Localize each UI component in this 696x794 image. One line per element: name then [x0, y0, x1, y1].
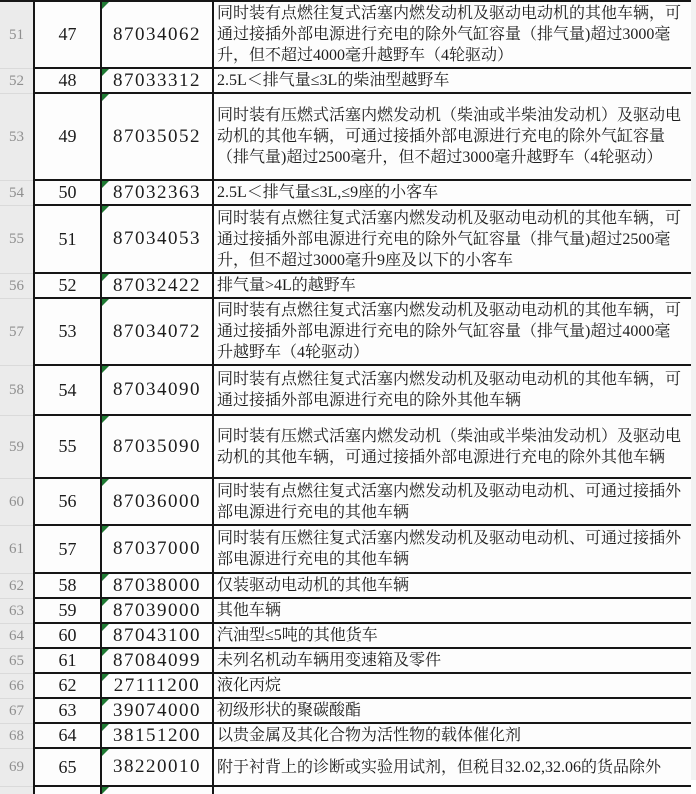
sequence-value: 57 [58, 538, 77, 559]
table-row [0, 574, 691, 599]
hs-code-cell[interactable] [100, 649, 212, 674]
hs-code-cell[interactable] [100, 69, 212, 94]
row-number-cell[interactable] [0, 674, 33, 699]
table-row [0, 366, 691, 416]
description-text: 液化丙烷 [217, 677, 282, 694]
hs-code-cell[interactable] [100, 2, 212, 69]
text-format-flag-icon [102, 649, 109, 656]
description-cell[interactable] [212, 274, 691, 299]
row-number-cell [0, 787, 33, 794]
text-format-flag-icon [102, 479, 109, 486]
row-number-cell[interactable] [0, 69, 33, 94]
description-text: 同时装有点燃往复式活塞内燃发动机及驱动电动机的其他车辆，可通过接插外部电源进行充电的除外气缸容量（排气量)超过4000毫升越野车（4轮驱动） [217, 302, 682, 361]
sequence-value: 58 [58, 575, 77, 595]
hs-code: 87032422 [113, 274, 201, 296]
row-number-cell[interactable] [0, 94, 33, 181]
description-cell[interactable] [212, 599, 691, 624]
description-text: 其他车辆 [217, 602, 282, 619]
text-format-flag-icon [102, 181, 109, 188]
right-gutter [691, 0, 696, 780]
table-row [0, 624, 691, 649]
description-text: 同时装有点燃往复式活塞内燃发动机及驱动电动机的其他车辆，可通过接插外部电源进行充电的除外气缸容量（排气量)超过3000毫升，但不超过4000毫升越野车（4轮驱动） [217, 5, 682, 64]
description-text: 仅装驱动电动机的其他车辆 [217, 577, 410, 594]
row-number-cell[interactable] [0, 699, 33, 724]
hs-code: 27111200 [113, 674, 201, 696]
text-format-flag-icon [102, 599, 109, 606]
hs-code-cell[interactable] [100, 749, 212, 787]
table-row [0, 2, 691, 69]
row-number: 54 [9, 184, 24, 201]
hs-code: 87033312 [113, 69, 201, 91]
description-cell[interactable] [212, 181, 691, 206]
sequence-cell[interactable] [33, 366, 100, 416]
table-row [0, 206, 691, 274]
row-number-cell[interactable] [0, 624, 33, 649]
row-number: 59 [9, 438, 24, 455]
hs-code-cell[interactable] [100, 699, 212, 724]
table-row [0, 749, 691, 787]
sequence-value: 61 [58, 650, 77, 670]
text-format-flag-icon [102, 206, 109, 213]
description-text: 2.5L＜排气量≤3L,≤9座的小客车 [217, 184, 439, 201]
sequence-cell[interactable] [33, 69, 100, 94]
table-row [0, 274, 691, 299]
row-number-cell[interactable] [0, 599, 33, 624]
row-number: 58 [9, 382, 24, 398]
hs-code: 38151200 [113, 724, 201, 746]
sequence-value: 52 [58, 275, 77, 295]
row-number: 52 [9, 72, 24, 89]
table-row [0, 526, 691, 574]
hs-code: 87034053 [113, 228, 201, 249]
hs-code: 87035090 [113, 435, 201, 457]
sequence-value: 63 [58, 700, 77, 720]
table-row [0, 649, 691, 674]
row-number-cell[interactable] [0, 299, 33, 366]
row-number-cell[interactable] [0, 724, 33, 749]
row-number: 55 [9, 231, 24, 247]
sequence-cell [33, 787, 100, 794]
sequence-cell[interactable] [33, 181, 100, 206]
description-cell[interactable] [212, 94, 691, 181]
table-row [0, 416, 691, 479]
hs-code: 38220010 [113, 756, 201, 777]
text-format-flag-icon [102, 526, 109, 533]
sequence-value: 55 [58, 436, 77, 456]
table-row [0, 699, 691, 724]
partial-next-row [0, 787, 691, 794]
sequence-cell[interactable] [33, 299, 100, 366]
description-cell[interactable] [212, 416, 691, 479]
table-row [0, 69, 691, 94]
hs-code-cell[interactable] [100, 274, 212, 299]
hs-code-cell[interactable] [100, 599, 212, 624]
description-cell[interactable] [212, 699, 691, 724]
row-number-cell[interactable] [0, 2, 33, 69]
row-number: 56 [9, 277, 24, 294]
hs-code: 87034062 [113, 23, 201, 45]
description-cell[interactable] [212, 206, 691, 274]
description-text: 同时装有点燃往复式活塞内燃发动机及驱动电动机、可通过接插外部电源进行充电的其他车辆 [217, 482, 682, 521]
row-number-cell[interactable] [0, 479, 33, 526]
sequence-value: 50 [58, 182, 77, 202]
table-row [0, 181, 691, 206]
hs-code-cell[interactable] [100, 724, 212, 749]
description-text: 附于衬背上的诊断或实验用试剂，但税目32.02,32.06的货品除外 [217, 758, 662, 776]
row-number: 69 [9, 759, 24, 775]
row-number: 57 [9, 323, 24, 340]
sequence-value: 62 [58, 675, 77, 695]
text-format-flag-icon [102, 299, 109, 306]
text-format-flag-icon [102, 787, 109, 794]
sequence-value: 59 [58, 600, 77, 620]
sequence-cell[interactable] [33, 206, 100, 274]
sequence-cell[interactable] [33, 699, 100, 724]
sequence-value: 60 [58, 625, 77, 645]
description-text: 汽油型≤5吨的其他货车 [217, 627, 378, 644]
row-number-cell[interactable] [0, 749, 33, 787]
hs-code-cell[interactable] [100, 674, 212, 699]
description-cell[interactable] [212, 299, 691, 366]
hs-code: 87034090 [113, 379, 201, 400]
hs-code: 87084099 [113, 649, 201, 671]
description-cell[interactable] [212, 724, 691, 749]
sequence-value: 53 [58, 321, 77, 341]
hs-code-cell[interactable] [100, 416, 212, 479]
description-cell[interactable] [212, 526, 691, 574]
text-format-flag-icon [102, 2, 109, 9]
sequence-cell[interactable] [33, 674, 100, 699]
table-row [0, 479, 691, 526]
sequence-cell[interactable] [33, 274, 100, 299]
description-cell[interactable] [212, 366, 691, 416]
description-text: 以贵金属及其化合物为活性物的载体催化剂 [217, 727, 522, 744]
text-format-flag-icon [102, 674, 109, 681]
description-text: 未列名机动车辆用变速箱及零件 [217, 652, 442, 669]
hs-code-cell[interactable] [100, 206, 212, 274]
hs-code: 87034072 [113, 320, 201, 342]
hs-code: 87039000 [113, 599, 201, 621]
hs-code-cell[interactable] [100, 94, 212, 181]
sequence-value: 47 [58, 24, 77, 44]
description-cell[interactable] [212, 574, 691, 599]
hs-code-cell [100, 787, 212, 794]
text-format-flag-icon [102, 699, 109, 706]
text-format-flag-icon [102, 724, 109, 731]
description-text: 同时装有压燃式活塞内燃发动机（柴油或半柴油发动机）及驱动电动机的其他车辆，可通过接插外部电源进行充电的除外气缸容量（排气量)超过2500毫升，但不超过3000毫升越野车（4轮驱动） [217, 107, 682, 166]
sequence-cell[interactable] [33, 624, 100, 649]
description-text: 同时装有点燃往复式活塞内燃发动机及驱动电动机的其他车辆，可通过接插外部电源进行充电的除外其他车辆 [217, 371, 682, 409]
description-text: 同时装有压燃式活塞内燃发动机（柴油或半柴油发动机）及驱动电动机的其他车辆，可通过接插外部电源进行充电的除外其他车辆 [217, 427, 682, 466]
description-text: 同时装有点燃往复式活塞内燃发动机及驱动电动机的其他车辆，可通过接插外部电源进行充电的除外气缸容量（排气量)超过2500毫升，但不超过3000毫升9座及以下的小客车 [217, 209, 682, 269]
row-number-cell[interactable] [0, 526, 33, 574]
hs-code-cell[interactable] [100, 479, 212, 526]
row-number: 63 [9, 602, 24, 619]
sequence-cell[interactable] [33, 94, 100, 181]
row-number: 51 [9, 26, 24, 43]
sequence-cell[interactable] [33, 724, 100, 749]
sequence-cell[interactable] [33, 749, 100, 787]
row-number: 65 [9, 652, 24, 669]
hs-code: 39074000 [113, 699, 201, 721]
text-format-flag-icon [102, 416, 109, 423]
text-format-flag-icon [102, 749, 109, 756]
hs-code-cell[interactable] [100, 366, 212, 416]
description-cell[interactable] [212, 649, 691, 674]
row-number-cell[interactable] [0, 366, 33, 416]
row-number-cell[interactable] [0, 181, 33, 206]
description-cell[interactable] [212, 624, 691, 649]
table-row [0, 674, 691, 699]
row-number-cell[interactable] [0, 416, 33, 479]
row-number: 64 [9, 627, 24, 644]
table-row [0, 724, 691, 749]
hs-code-cell[interactable] [100, 299, 212, 366]
description-text: 排气量>4L的越野车 [217, 277, 356, 294]
sequence-cell[interactable] [33, 416, 100, 479]
hs-code-cell[interactable] [100, 624, 212, 649]
row-number-cell[interactable] [0, 649, 33, 674]
row-number-cell[interactable] [0, 206, 33, 274]
description-cell[interactable] [212, 69, 691, 94]
sequence-value: 65 [58, 756, 77, 777]
text-format-flag-icon [102, 574, 109, 581]
description-cell[interactable] [212, 2, 691, 69]
description-text: 初级形状的聚碳酸酯 [217, 702, 362, 719]
row-number: 66 [9, 677, 24, 694]
hs-code: 87037000 [113, 538, 201, 559]
row-number: 61 [9, 541, 24, 557]
sequence-value: 54 [58, 379, 77, 400]
text-format-flag-icon [102, 69, 109, 76]
hs-code-cell[interactable] [100, 181, 212, 206]
text-format-flag-icon [102, 94, 109, 101]
hs-code: 87043100 [113, 624, 201, 646]
sequence-value: 56 [58, 491, 77, 511]
sequence-cell[interactable] [33, 574, 100, 599]
row-number: 53 [9, 128, 24, 145]
text-format-flag-icon [102, 624, 109, 631]
sequence-cell[interactable] [33, 649, 100, 674]
text-format-flag-icon [102, 274, 109, 281]
sequence-value: 48 [58, 70, 77, 90]
sequence-value: 49 [58, 126, 77, 146]
row-number: 62 [9, 577, 24, 594]
row-number-cell[interactable] [0, 574, 33, 599]
table-row [0, 299, 691, 366]
sequence-value: 64 [58, 725, 77, 745]
description-cell[interactable] [212, 479, 691, 526]
description-cell[interactable] [212, 674, 691, 699]
table-row [0, 94, 691, 181]
row-number: 67 [9, 702, 24, 719]
description-text: 2.5L＜排气量≤3L的柴油型越野车 [217, 72, 450, 89]
sequence-cell[interactable] [33, 599, 100, 624]
description-cell [212, 787, 691, 794]
sequence-cell[interactable] [33, 526, 100, 574]
hs-code: 87038000 [113, 574, 201, 596]
hs-code-cell[interactable] [100, 526, 212, 574]
sequence-value: 51 [58, 228, 77, 249]
hs-code: 87032363 [113, 181, 201, 203]
sequence-cell[interactable] [33, 479, 100, 526]
text-format-flag-icon [102, 366, 109, 373]
sequence-cell[interactable] [33, 2, 100, 69]
row-number: 60 [9, 493, 24, 510]
hs-code: 87035052 [113, 125, 201, 147]
hs-code-cell[interactable] [100, 574, 212, 599]
hs-code: 87036000 [113, 490, 201, 512]
description-text: 同时装有压燃往复式活塞内燃发动机及驱动电动机、可通过接插外部电源进行充电的其他车辆 [217, 530, 682, 568]
table-row [0, 599, 691, 624]
row-number-cell[interactable] [0, 274, 33, 299]
row-number: 68 [9, 727, 24, 744]
description-cell[interactable] [212, 749, 691, 787]
